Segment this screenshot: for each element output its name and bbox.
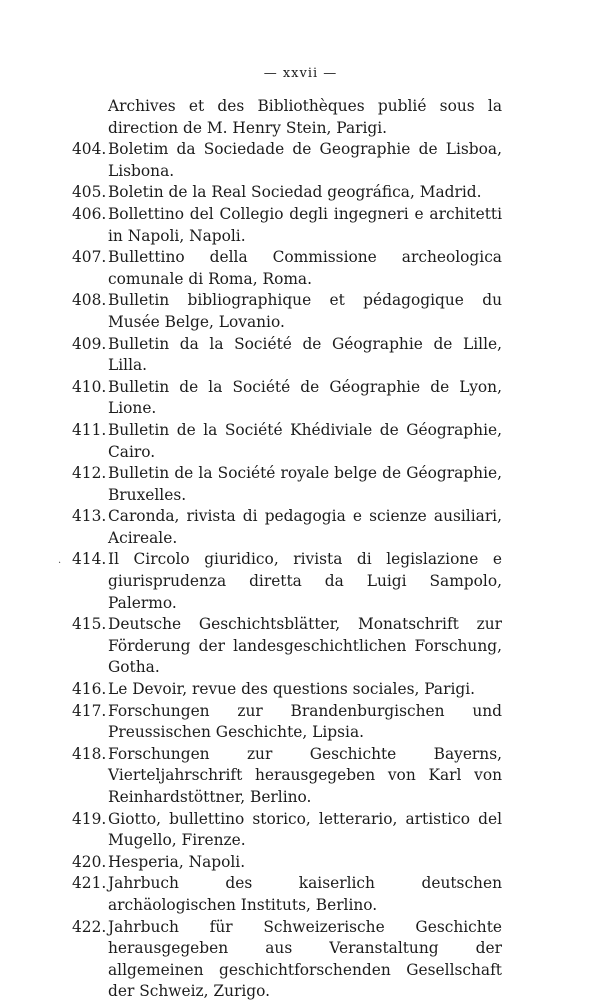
entry-list — [72, 96, 502, 1003]
entry-number: 410. — [72, 377, 107, 396]
entry-number: 420. — [72, 852, 107, 871]
entry-number: 408. — [72, 291, 107, 310]
entry-text: Bulletin de la Société de Géographie de Lyon, Lione. — [108, 377, 502, 418]
entry-number: 404. — [72, 140, 107, 159]
entry-number: 405. — [72, 183, 107, 202]
entry-text: Bullettino della Commissione archeologica comunale di Roma, Roma. — [108, 248, 502, 288]
list-item — [72, 809, 502, 852]
entry-text: Forschungen zur Geschichte Bayerns, Vierteljahrschrift herausgegeben von Karl von Reinhardstöttner, Berlino. — [108, 744, 502, 806]
entry-text: Hesperia, Napoli. — [108, 852, 246, 871]
page-number: — xxvii — — [263, 66, 338, 81]
entry-number: 417. — [72, 701, 107, 720]
list-item — [72, 463, 502, 506]
list-item — [72, 679, 502, 701]
list-item — [72, 377, 502, 420]
list-item — [72, 917, 502, 1003]
margin-mark: · — [58, 558, 62, 569]
entry-text: Jahrbuch des kaiserlich deutschen archäologischen Instituts, Berlino. — [108, 874, 502, 914]
entry-number: 409. — [72, 334, 107, 353]
entry-text: Deutsche Geschichtsblätter, Monatschrift zur Förderung der landesgeschichtlichen Forschung, Gotha. — [108, 615, 502, 677]
entry-text: Bulletin de la Société Khédiviale de Géographie, Cairo. — [108, 420, 502, 461]
list-item — [72, 247, 502, 290]
entry-number: 407. — [72, 248, 107, 267]
entry-text: Caronda, rivista di pedagogia e scienze ausiliari, Acireale. — [108, 507, 502, 547]
list-item — [72, 614, 502, 679]
entry-number: 413. — [72, 507, 107, 526]
entry-number: 419. — [72, 809, 107, 828]
entry-text: Boletin de la Real Sociedad geográfica, Madrid. — [108, 183, 482, 202]
list-item — [72, 549, 502, 614]
entry-number: 406. — [72, 204, 107, 223]
entry-number: 422. — [72, 917, 107, 936]
list-item — [72, 873, 502, 916]
entry-text: Giotto, bullettino storico, letterario, artistico del Mugello, Firenze. — [108, 809, 502, 850]
entry-text: Le Devoir, revue des questions sociales, Parigi. — [108, 680, 476, 699]
entry-text: Il Circolo giuridico, rivista di legislazione e giurisprudenza diretta da Luigi Sampolo, Palermo. — [108, 550, 502, 612]
list-item — [72, 204, 502, 247]
entry-number: 421. — [72, 874, 107, 893]
list-item — [72, 334, 502, 377]
list-item — [72, 182, 502, 204]
entry-text: Archives et des Bibliothèques publié sous la direction de M. Henry Stein, Parigi. — [108, 97, 502, 137]
entry-number: 414. — [72, 550, 107, 569]
entry-text: Bulletin da la Société de Géographie de Lille, Lilla. — [108, 334, 502, 375]
entry-number: 415. — [72, 615, 107, 634]
entry-text: Bulletin de la Société royale belge de Géographie, Bruxelles. — [108, 464, 502, 504]
list-item — [72, 420, 502, 463]
list-item — [72, 506, 502, 549]
list-item — [72, 701, 502, 744]
list-item — [72, 852, 502, 874]
entry-number: 418. — [72, 744, 107, 763]
list-item — [72, 96, 502, 139]
entry-text: Bollettino del Collegio degli ingegneri e architetti in Napoli, Napoli. — [108, 204, 502, 245]
entry-text: Bulletin bibliographique et pédagogique du Musée Belge, Lovanio. — [108, 291, 502, 331]
entry-text: Boletim da Sociedade de Geographie de Lisboa, Lisbona. — [108, 140, 502, 180]
list-item — [72, 139, 502, 182]
entry-number: 416. — [72, 680, 107, 699]
entry-text: Forschungen zur Brandenburgischen und Preussischen Geschichte, Lipsia. — [108, 701, 502, 742]
list-item — [72, 744, 502, 809]
entry-number: 412. — [72, 464, 107, 483]
entry-text: Jahrbuch für Schweizerische Geschichte herausgegeben aus Veranstaltung der allgemeinen geschichtforschenden Gesellschaft der Schweiz, Zurigo. — [108, 917, 502, 1001]
list-item — [72, 290, 502, 333]
entry-number: 411. — [72, 420, 107, 439]
